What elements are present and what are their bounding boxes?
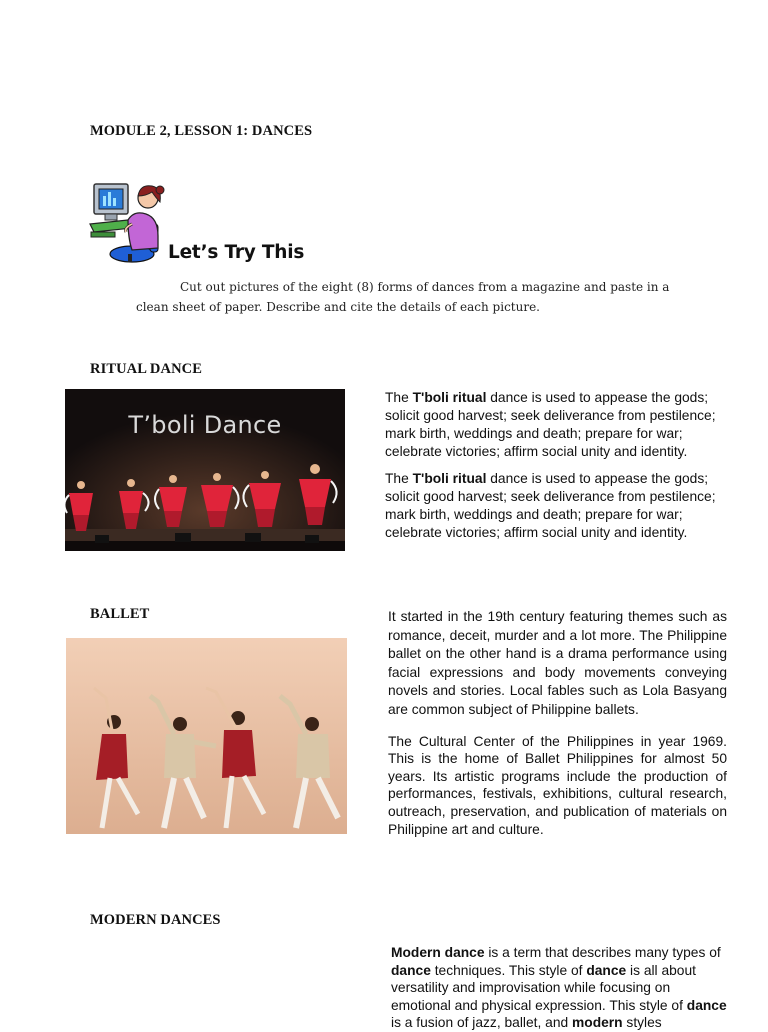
text-segment: dance is used to appease the gods; solicit good harvest; seek deliverance from pestilence; mark birth, weddings and death; prepare for war; celebrate victories; affirm social unity and identity.	[385, 390, 716, 459]
bold-term: Modern dance	[391, 945, 485, 960]
photo-caption: T’boli Dance	[128, 411, 282, 439]
text-segment: is a term that describes many types of	[484, 945, 721, 960]
ritual-description	[385, 389, 730, 542]
heading-modern-dances: MODERN DANCES	[90, 912, 221, 928]
ballet-paragraph-2: The Cultural Center of the Philippines in year 1969. This is the home of Ballet Philippines for almost 50 years. Its artistic programs include the production of performances, festivals, exhibitions, cultural research, outreach, preservation, and publication of materials on Philippine art and culture.	[388, 733, 727, 837]
bold-term: dance	[686, 997, 727, 1013]
text-segment: dance is used to appease the gods; solicit good harvest; seek deliverance from pestilence; mark birth, weddings and death; prepare for war; celebrate victories; affirm social unity and identity.	[385, 471, 716, 540]
tboli-dance-photo	[65, 389, 345, 551]
text-segment: styles	[622, 1015, 662, 1030]
modern-paragraph	[391, 944, 727, 1032]
text-segment: The	[385, 471, 413, 486]
ballet-description	[388, 608, 727, 838]
bold-term: modern	[572, 1015, 623, 1030]
bold-term: T'boli ritual	[412, 390, 487, 405]
instruction-line: Cut out pictures of the eight (8) forms of dances from a magazine and paste in a	[180, 280, 670, 294]
text-segment: techniques. This style of	[430, 962, 587, 978]
bold-term: T'boli ritual	[412, 471, 487, 486]
ballet-paragraph-1: It started in the 19th century featuring themes such as romance, deceit, murder and a lot more. The Philippine ballet on the other hand is a drama performance using facial expressions and body movements conveying novels and stories. Local fables such as Lola Basyang are common subject of Philippine ballets.	[388, 609, 727, 717]
bold-term: dance	[586, 962, 627, 978]
section-title-lets-try-this: Let’s Try This	[168, 242, 305, 263]
ballet-photo	[66, 638, 347, 834]
heading-ritual-dance: RITUAL DANCE	[90, 361, 202, 377]
heading-ballet: BALLET	[90, 606, 150, 622]
ritual-paragraph-2	[385, 470, 730, 542]
text-segment: is all about versatility and improvisation while focusing on emotional and physical expression. This style of	[391, 962, 696, 1013]
ritual-paragraph-1	[385, 389, 730, 461]
instruction-text	[136, 277, 696, 317]
computer-user-clipart-icon	[88, 180, 170, 264]
text-segment: is a fusion of jazz, ballet, and	[391, 1015, 572, 1030]
modern-description	[391, 944, 727, 1032]
bold-term: dance	[391, 962, 431, 978]
instruction-line: clean sheet of paper. Describe and cite the details of each picture.	[136, 300, 540, 314]
module-title: MODULE 2, LESSON 1: DANCES	[90, 123, 313, 139]
text-segment: The	[385, 390, 413, 405]
